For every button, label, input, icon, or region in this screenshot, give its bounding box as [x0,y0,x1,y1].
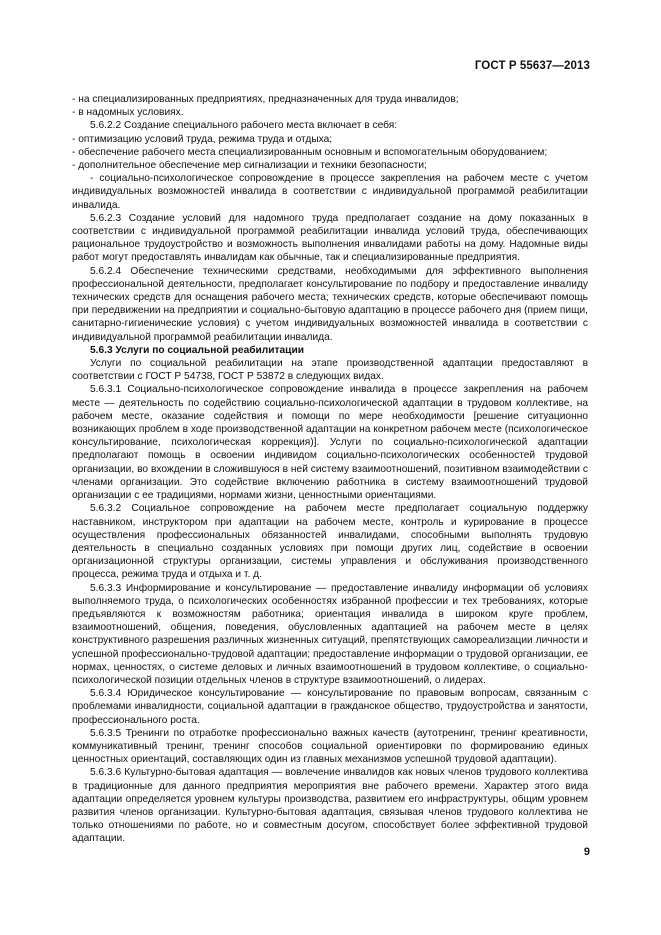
paragraph: 5.6.2.4 Обеспечение техническими средствами, необходимыми для эффективного выполнения профессиональной деятельности, предполагает консультирование по подбору и предоставление инвалиду технических средств для оснащения рабочего места; технических средств, которые обеспечивают помощь при передвижении на предприятии и социально-бытовую адаптацию в процессе рабочего дня (прием пищи, санитарно-гигиенические условия) с учетом индивидуальных возможностей инвалида в соответствии с индивидуальной программой реабилитации инвалида. [72,265,588,343]
paragraph: 5.6.2.3 Создание условий для надомного труда предполагает создание на дому показанных в соответствии с индивидуальной программой реабилитации инвалида условий труда, обеспечивающих рациональное трудоустройство и возможность выполнения инвалидами работы на дому. Надомные виды работ могут предоставлять инвалидам как обычные, так и специализированные предприятия. [72,212,588,264]
paragraph: 5.6.3.1 Социально-психологическое сопровождение инвалида в процессе закрепления на рабочем месте — деятельность по содействию социально-психологической адаптации в трудовом коллективе, на рабочем месте, оказание содействия и помощи по мере необходимости [решение ситуационно возникающих проблем в ходе производственной адаптации на конкретном рабочем месте (психологическое консультирование, психологическая коррекция)]. Услуги по социально-психологической адаптации предполагают помощь в освоении индивидом социально-психологических особенностей трудовой организации, во вхождении в сложившуюся в ней систему взаимоотношений, позитивном взаимодействии с членами организации. Это содействие включению работника в систему взаимоотношений трудовой организации с ее традициями, нормами жизни, ценностными ориентациями. [72,384,588,502]
list-item: - оптимизацию условий труда, режима труда и отдыха; [72,133,333,145]
paragraph: 5.6.3.5 Тренинги по отработке профессионально важных качеств (аутотренинг, тренинг креативности, коммуникативный тренинг, тренинг способов социальной ориентировки по формированию единых ценностных ориентаций, составляющих один из главных механизмов успешной трудовой адаптации). [72,727,588,766]
paragraph: - социально-психологическое сопровождение в процессе закрепления на рабочем месте с учетом индивидуальных возможностей инвалида в соответствии с индивидуальной программой реабилитации инвалида. [72,173,588,211]
list-item: - дополнительное обеспечение мер сигнализации и техники безопасности; [72,160,427,172]
paragraph: 5.6.3.2 Социальное сопровождение на рабочем месте предполагает социальную поддержку наставником, инструктором при адаптации на рабочем месте, контроль и курирование в процессе осуществления профессиональных обязанностей инвалидами, способными выполнять трудовую деятельность в специально созданных условиях при помощи других лиц, содействие в освоении организационной структуры организации, системы управления и обслуживания производственного процесса, режима труда и отдыха и т. д. [72,503,588,581]
section-heading: 5.6.3 Услуги по социальной реабилитации [90,344,304,356]
document-code-header: ГОСТ Р 55637—2013 [474,60,590,72]
list-item: - в надомных условиях. [72,107,184,119]
paragraph: 5.6.2.2 Создание специального рабочего места включает в себя: [90,120,398,132]
document-body [72,93,588,846]
list-item: - на специализированных предприятиях, предназначенных для труда инвалидов; [72,94,459,105]
paragraph: 5.6.3.4 Юридическое консультирование — консультирование по правовым вопросам, связанным с проблемами инвалидности, социальной адаптации в гражданское общество, трудоустройства и занятости, профессионального роста. [72,688,588,726]
paragraph: Услуги по социальной реабилитации на этапе производственной адаптации предоставляют в соответствии с ГОСТ Р 54738, ГОСТ Р 53872 в следующих видах. [72,358,588,383]
paragraph: 5.6.3.3 Информирование и консультирование — предоставление инвалиду информации об условиях выполняемого труда, о психологических особенностях избранной профессии и тех требованиях, которые предъявляются к возможностям работника; ориентация инвалида в широком круге проблем, взаимоотношений, общения, поведения, обусловленных адаптацией на рабочем месте в целях конструктивного разрешения различных жизненных ситуаций, препятствующих самореализации личности и успешной профессионально-трудовой адаптации; предоставление информации о трудовой организации, ее нормах, ценностях, о системе деловых и личных взаимоотношений в трудовом коллективе, о социально-психологической позиции отдельных членов в структуре взаимоотношений, о лидерах. [72,582,588,686]
page-number: 9 [583,846,590,858]
paragraph: 5.6.3.6 Культурно-бытовая адаптация — вовлечение инвалидов как новых членов трудового коллектива в традиционные для данного предприятия мероприятия вне рабочего времени. Характер этого вида адаптации определяется уровнем культуры производства, развитием его инфраструктуры, общим уровнем развития членов организации. Культурно-бытовая адаптация, связывая членов трудового коллектива не только отношениями по работе, но и совместным досугом, способствует более эффективной трудовой адаптации. [72,767,588,845]
list-item: - обеспечение рабочего места специализированным основным и вспомогательным оборудованием; [72,146,548,158]
